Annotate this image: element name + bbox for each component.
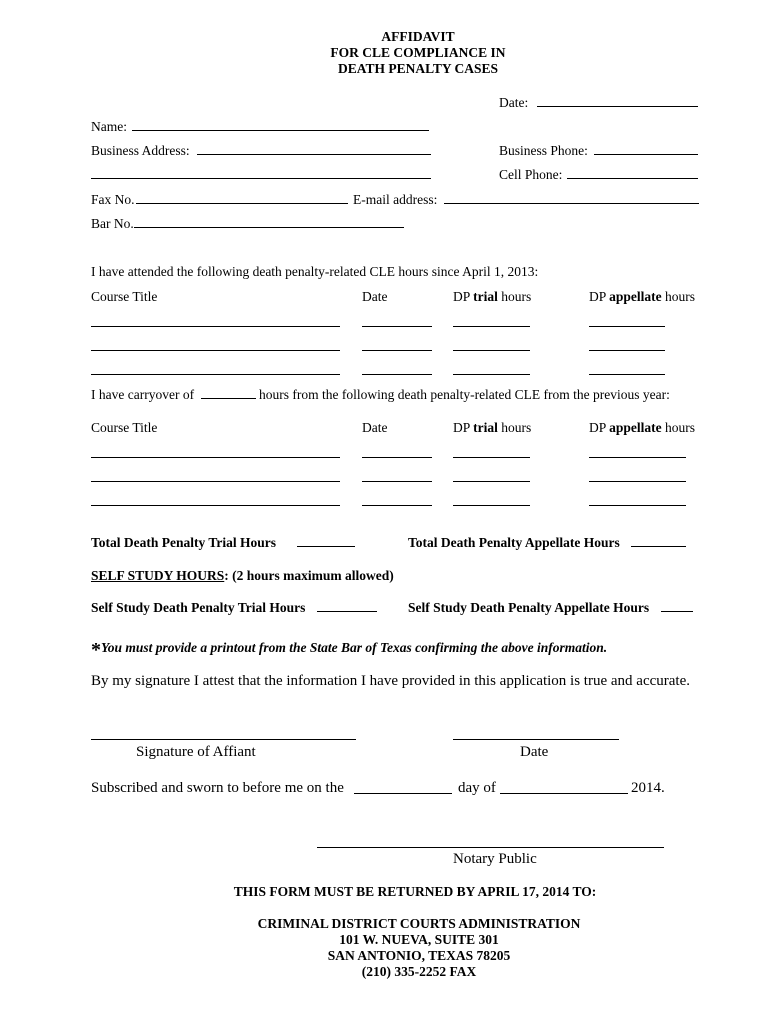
notice: *You must provide a printout from the State Bar of Texas confirming the above information.	[91, 639, 608, 661]
carryover-row2-date[interactable]	[362, 481, 432, 482]
business-address-field[interactable]	[197, 154, 431, 155]
attended-row2-course[interactable]	[91, 350, 340, 351]
attended-row1-date[interactable]	[362, 326, 432, 327]
notary-label: Notary Public	[453, 851, 537, 867]
attended-intro: I have attended the following death penalty-related CLE hours since April 1, 2013:	[91, 264, 539, 279]
sworn-mid: day of	[458, 780, 496, 796]
sworn-year: 2014.	[631, 780, 665, 796]
title-affidavit: AFFIDAVIT	[381, 29, 455, 44]
return-notice: THIS FORM MUST BE RETURNED BY APRIL 17, 2014 TO:	[233, 884, 597, 899]
business-address-label: Business Address:	[91, 143, 190, 158]
business-phone-label: Business Phone:	[499, 143, 588, 158]
affiant-signature-label: Signature of Affiant	[136, 744, 256, 760]
email-field[interactable]	[444, 203, 699, 204]
attended-row3-date[interactable]	[362, 374, 432, 375]
bar-label: Bar No.	[91, 216, 134, 231]
attended-row1-trial[interactable]	[453, 326, 530, 327]
carryover-col-appellate: DP appellate hours	[589, 420, 696, 435]
attended-row3-appellate[interactable]	[589, 374, 665, 375]
carryover-post: hours from the following death penalty-related CLE from the previous year:	[259, 387, 670, 402]
carryover-row1-course[interactable]	[91, 457, 340, 458]
total-trial-label: Total Death Penalty Trial Hours	[91, 535, 277, 550]
carryover-col-date: Date	[362, 420, 388, 435]
address-line-2: 101 W. NUEVA, SUITE 301	[339, 932, 499, 947]
bar-field[interactable]	[134, 227, 404, 228]
attended-col-date: Date	[362, 289, 388, 304]
carryover-col-course: Course Title	[91, 420, 158, 435]
carryover-row3-appellate[interactable]	[589, 505, 686, 506]
carryover-col-trial: DP trial hours	[453, 420, 532, 435]
cell-phone-field[interactable]	[567, 178, 698, 179]
attended-col-trial: DP trial hours	[453, 289, 532, 304]
attended-row1-course[interactable]	[91, 326, 340, 327]
carryover-row2-course[interactable]	[91, 481, 340, 482]
sworn-pre: Subscribed and sworn to before me on the	[91, 780, 344, 796]
fax-field[interactable]	[136, 203, 348, 204]
date-field[interactable]	[537, 106, 698, 107]
self-study-trial-label: Self Study Death Penalty Trial Hours	[91, 600, 306, 615]
address-line-1: CRIMINAL DISTRICT COURTS ADMINISTRATION	[257, 916, 581, 931]
sworn-month-field[interactable]	[500, 793, 628, 794]
signature-date-field[interactable]	[453, 739, 619, 740]
attended-col-appellate: DP appellate hours	[589, 289, 696, 304]
carryover-row2-trial[interactable]	[453, 481, 530, 482]
address-line-4: (210) 335-2252 FAX	[361, 964, 477, 979]
date-label: Date:	[499, 95, 529, 110]
attended-row3-course[interactable]	[91, 374, 340, 375]
business-phone-field[interactable]	[594, 154, 698, 155]
title-death-penalty: DEATH PENALTY CASES	[337, 61, 499, 76]
name-label: Name:	[91, 119, 127, 134]
carryover-row1-appellate[interactable]	[589, 457, 686, 458]
affiant-signature-field[interactable]	[91, 739, 356, 740]
cell-phone-label: Cell Phone:	[499, 167, 563, 182]
self-study-trial-field[interactable]	[317, 611, 377, 612]
sworn-day-field[interactable]	[354, 793, 452, 794]
attended-row2-appellate[interactable]	[589, 350, 665, 351]
self-study-heading: SELF STUDY HOURS: (2 hours maximum allowed)	[91, 568, 394, 583]
carryover-row3-date[interactable]	[362, 505, 432, 506]
attended-row2-trial[interactable]	[453, 350, 530, 351]
signature-date-label: Date	[520, 744, 549, 760]
attended-row1-appellate[interactable]	[589, 326, 665, 327]
attended-row2-date[interactable]	[362, 350, 432, 351]
carryover-hours-field[interactable]	[201, 398, 256, 399]
attended-row3-trial[interactable]	[453, 374, 530, 375]
fax-label: Fax No.	[91, 192, 135, 207]
name-field[interactable]	[132, 130, 429, 131]
carryover-row3-course[interactable]	[91, 505, 340, 506]
carryover-row1-date[interactable]	[362, 457, 432, 458]
address-line-3: SAN ANTONIO, TEXAS 78205	[327, 948, 511, 963]
total-trial-field[interactable]	[297, 546, 355, 547]
carryover-pre: I have carryover of	[91, 387, 195, 402]
self-study-appellate-label: Self Study Death Penalty Appellate Hours	[408, 600, 650, 615]
total-appellate-field[interactable]	[631, 546, 686, 547]
notary-signature-field[interactable]	[317, 847, 664, 848]
business-address-field-2[interactable]	[91, 178, 431, 179]
attended-col-course: Course Title	[91, 289, 158, 304]
carryover-row2-appellate[interactable]	[589, 481, 686, 482]
attest-statement: By my signature I attest that the information I have provided in this application is true and accurate.	[91, 673, 690, 689]
carryover-row3-trial[interactable]	[453, 505, 530, 506]
email-label: E-mail address:	[353, 192, 438, 207]
self-study-appellate-field[interactable]	[661, 611, 693, 612]
total-appellate-label: Total Death Penalty Appellate Hours	[408, 535, 620, 550]
carryover-row1-trial[interactable]	[453, 457, 530, 458]
title-cle-compliance: FOR CLE COMPLIANCE IN	[330, 45, 506, 60]
